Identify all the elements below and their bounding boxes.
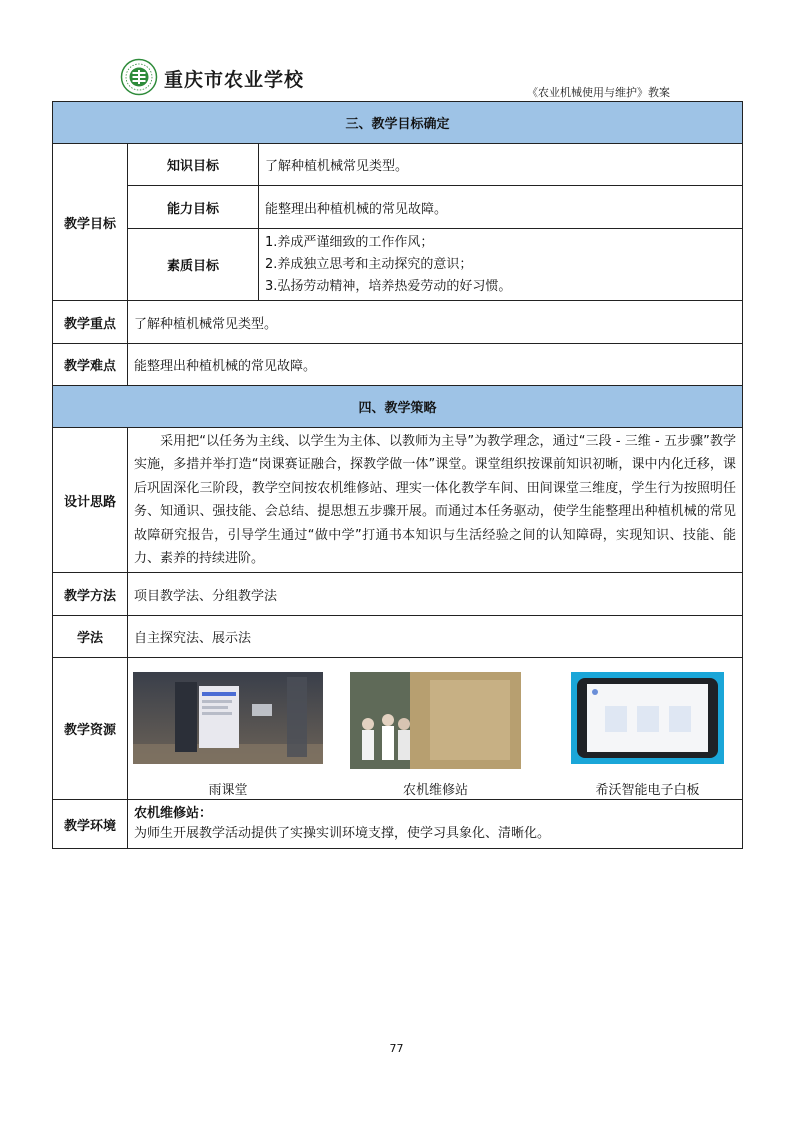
page-header: [120, 58, 680, 100]
repair-station-image: [350, 672, 521, 769]
school-logo-icon: [120, 58, 158, 96]
resources-label: 教学资源: [53, 658, 128, 800]
key-point-label: 教学重点: [53, 301, 128, 344]
quality-list: [259, 229, 743, 301]
study-method-label: 学法: [53, 616, 128, 658]
knowledge-text: 了解种植机械常见类型。: [259, 144, 743, 186]
key-point-text: 了解种植机械常见类型。: [128, 301, 743, 344]
resource-caption: 农机维修站: [402, 783, 468, 798]
ability-text: 能整理出种植机械的常见故障。: [259, 186, 743, 229]
objectives-label: 教学目标: [53, 144, 128, 301]
ability-label: 能力目标: [128, 186, 259, 229]
quality-item: 3.弘扬劳动精神，培养热爱劳动的好习惯。: [265, 278, 512, 294]
quality-item: 2.养成独立思考和主动探究的意识；: [265, 256, 473, 272]
resource-caption: 希沃智能电子白板: [595, 783, 700, 798]
difficulty-label: 教学难点: [53, 344, 128, 386]
environment-label: 教学环境: [53, 800, 128, 849]
design-label: 设计思路: [53, 428, 128, 573]
smart-whiteboard-image: [571, 672, 724, 764]
method-label: 教学方法: [53, 573, 128, 616]
environment-title: 农机维修站：: [134, 806, 213, 821]
environment-cell: [128, 800, 743, 849]
quality-label: 素质目标: [128, 229, 259, 301]
method-text: 项目教学法、分组教学法: [128, 573, 743, 616]
environment-text: 为师生开展教学活动提供了实操实训环境支撑，使学习具象化、清晰化。: [134, 826, 551, 841]
design-text: 采用把“以任务为主线、以学生为主体、以教师为主导”为教学理念，通过“三段 - 三维 - 五步骤”教学实施，多措并举打造“岗课赛证融合，探教学做一体”课堂。课堂组织按课前知识初晰，课中内化迁移，课后巩固深化三阶段，教学空间按农机维修站、理实一体化教学车间、田间课堂三维度，学生行为按照明任务、知通识、强技能、会总结、提思想五步骤开展。而通过本任务驱动，使学生能整理出种植机械的常见故障研究报告，引导学生通过“做中学”打通书本知识与生活经验之间的认知障碍，实现知识、技能、能力、素养的持续进阶。: [134, 433, 737, 566]
course-name: 《农业机械使用与维护》教案: [527, 86, 670, 99]
resources-cell: [128, 658, 743, 800]
difficulty-text: 能整理出种植机械的常见故障。: [128, 344, 743, 386]
section-title-objectives: 三、教学目标确定: [53, 102, 743, 144]
resource-caption: 雨课堂: [208, 783, 248, 798]
page-number: 77: [389, 1042, 404, 1055]
school-name: 重庆市农业学校: [164, 69, 305, 91]
knowledge-label: 知识目标: [128, 144, 259, 186]
study-method-text: 自主探究法、展示法: [128, 616, 743, 658]
design-text-cell: [128, 428, 743, 573]
section-title-strategy: 四、教学策略: [53, 386, 743, 428]
rain-classroom-image: [133, 672, 323, 764]
quality-item: 1.养成严谨细致的工作作风；: [265, 234, 434, 250]
lesson-plan-table: [52, 101, 743, 849]
